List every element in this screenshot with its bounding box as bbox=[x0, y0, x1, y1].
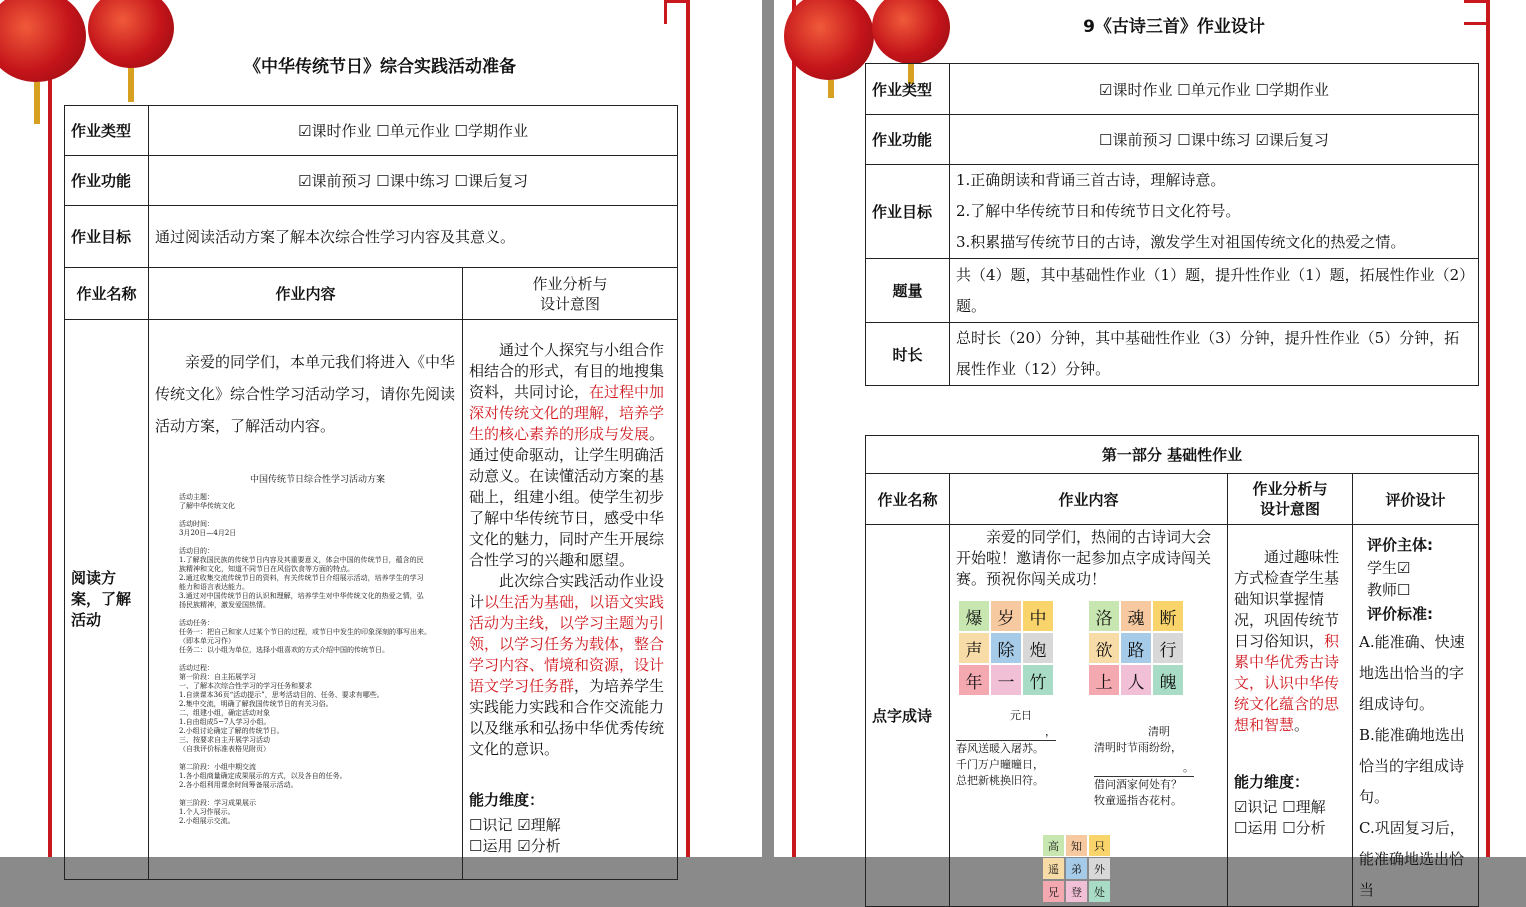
plan-line: 第三阶段：学习成果展示 bbox=[179, 799, 256, 807]
analysis-text: 通过趣味性方式检查学生基础知识掌握情况，巩固传统节日习俗知识， bbox=[1234, 548, 1340, 650]
homework-info-table bbox=[865, 63, 1479, 386]
char-cell[interactable]: 爆 bbox=[959, 601, 989, 631]
row-label-count: 题量 bbox=[866, 259, 950, 323]
poem-line: 春风送暖入屠苏。 bbox=[956, 742, 1044, 755]
header-evaluation: 评价设计 bbox=[1353, 474, 1479, 525]
task-intro-text: 亲爱的同学们，热闹的古诗词大会开始啦！邀请你一起参加点字成诗闯关赛。预祝你闯关成功！ bbox=[956, 528, 1212, 588]
part-title: 第一部分 基础性作业 bbox=[866, 436, 1479, 474]
plan-line: 2.各小组利用课余时间筹备展示活动。 bbox=[179, 781, 298, 789]
plan-line: 任务二：以小组为单位，选择小组喜欢的方式介绍中国的传统节日。 bbox=[179, 646, 389, 654]
header-analysis-line2: 设计意图 bbox=[1259, 500, 1320, 518]
char-grid-third bbox=[1042, 834, 1122, 903]
char-cell[interactable]: 处 bbox=[1089, 881, 1110, 902]
row-label-type: 作业类型 bbox=[866, 64, 950, 115]
plan-line: 活动时间： bbox=[179, 520, 214, 528]
char-cell[interactable]: 声 bbox=[959, 633, 989, 663]
char-cell[interactable]: 炮 bbox=[1023, 633, 1053, 663]
red-lantern-icon bbox=[784, 0, 874, 80]
analysis-highlight: 在过程中加深对传统文化的理解，培养学生的核心素养的形成与发展 bbox=[469, 383, 665, 443]
row-label-goal: 作业目标 bbox=[65, 206, 149, 268]
activity-plan-title: 中国传统节日综合性学习活动方案 bbox=[249, 475, 385, 485]
poem-blank-line: 。 bbox=[1094, 760, 1194, 777]
plan-line bbox=[179, 511, 456, 520]
plan-line: 族精神和文化，知道不同节日在风俗饮食等方面的特点。 bbox=[179, 565, 354, 573]
char-cell[interactable]: 只 bbox=[1089, 835, 1110, 856]
basic-homework-table bbox=[865, 435, 1479, 907]
activity-plan-text bbox=[179, 493, 456, 826]
plan-line: 三、按要求自主开展学习活动 bbox=[179, 736, 270, 744]
plan-line: 2.集中交流，明确了解我国传统节日的有关习俗。 bbox=[179, 700, 333, 708]
header-analysis-line1: 作业分析与 bbox=[532, 274, 608, 293]
poem-line: 借问酒家何处有？ bbox=[1094, 778, 1182, 791]
poem-title: 清明 bbox=[1148, 725, 1170, 738]
poem-yuanri bbox=[956, 708, 1086, 789]
plan-line: （即本单元习作） bbox=[179, 637, 235, 645]
eval-teacher: 教师☐ bbox=[1367, 581, 1411, 599]
char-cell[interactable]: 人 bbox=[1121, 665, 1151, 695]
right-frame-border bbox=[686, 0, 690, 857]
left-frame-border bbox=[48, 60, 52, 857]
plan-line: 活动任务： bbox=[179, 619, 214, 627]
task-content-cell bbox=[149, 320, 463, 880]
goal-item: 2.了解中华传统节日和传统节日文化符号。 bbox=[956, 202, 1241, 220]
eval-standard-a: A.能准确、快速地选出恰当的字组成诗句。 bbox=[1359, 633, 1465, 713]
right-frame-border bbox=[1486, 0, 1490, 857]
row-label-goal: 作业目标 bbox=[866, 165, 950, 259]
analysis-text: 此次综合实践活动作业设计 bbox=[469, 572, 665, 611]
poem-title: 元日 bbox=[1010, 709, 1032, 722]
plan-line: 2.通过收集交流传统节日的资料，有关传统节日介绍展示活动，培养学生的学习 bbox=[179, 574, 424, 582]
homework-design-table bbox=[64, 105, 678, 880]
char-cell[interactable]: 外 bbox=[1089, 858, 1110, 879]
row-label-duration: 时长 bbox=[866, 323, 950, 386]
frame-corner bbox=[1464, 22, 1486, 25]
task-name-cell: 点字成诗 bbox=[866, 525, 950, 907]
activity-plan-image bbox=[179, 472, 456, 826]
red-lantern-icon bbox=[872, 0, 950, 64]
poem-line: 总把新桃换旧符。 bbox=[956, 774, 1044, 787]
plan-line: 1.个人习作展示。 bbox=[179, 808, 235, 816]
char-grid-yuanri bbox=[958, 600, 1058, 696]
task-intro-text: 亲爱的同学们，本单元我们将进入《中华传统文化》综合性学习活动学习，请你先阅读活动方案，了解活动内容。 bbox=[155, 353, 456, 435]
plan-line bbox=[179, 655, 456, 664]
char-cell[interactable]: 高 bbox=[1043, 835, 1064, 856]
homework-function-value: ☑课前预习 ☐课中练习 ☐课后复习 bbox=[149, 156, 678, 206]
frame-corner bbox=[664, 0, 686, 3]
plan-line: 2.小组讨论确定了解的传统节日。 bbox=[179, 727, 284, 735]
header-analysis-line1: 作业分析与 bbox=[1252, 480, 1328, 498]
task-analysis-cell bbox=[463, 320, 678, 880]
char-cell[interactable]: 竹 bbox=[1023, 665, 1053, 695]
char-cell[interactable]: 上 bbox=[1089, 665, 1119, 695]
plan-line: 3月20日—4月2日 bbox=[179, 529, 237, 537]
char-cell[interactable]: 遥 bbox=[1043, 858, 1064, 879]
eval-standard-c: C.巩固复习后，能准确地选出恰当 bbox=[1359, 819, 1465, 899]
header-task-name: 作业名称 bbox=[866, 474, 950, 525]
plan-line: 活动过程： bbox=[179, 664, 214, 672]
left-document-page bbox=[0, 0, 762, 857]
plan-line bbox=[179, 790, 456, 799]
ability-title: 能力维度： bbox=[1234, 773, 1310, 791]
goal-item: 3.积累描写传统节日的古诗，激发学生对祖国传统文化的热爱之情。 bbox=[956, 233, 1406, 251]
task-name-cell: 阅读方案，了解活动 bbox=[65, 320, 149, 880]
char-cell[interactable]: 行 bbox=[1153, 633, 1183, 663]
char-cell[interactable]: 路 bbox=[1121, 633, 1151, 663]
left-frame-border bbox=[792, 0, 796, 857]
page-title: 《中华传统节日》综合实践活动准备 bbox=[244, 57, 516, 77]
header-task-name: 作业名称 bbox=[65, 268, 149, 320]
poem-puzzle-area bbox=[956, 590, 1221, 899]
task-content-cell bbox=[950, 525, 1228, 907]
ability-row-1: ☐识记 ☑理解 bbox=[469, 816, 561, 834]
plan-line: 1.自由组成5~7人学习小组。 bbox=[179, 718, 271, 726]
char-cell[interactable]: 洛 bbox=[1089, 601, 1119, 631]
char-cell[interactable]: 年 bbox=[959, 665, 989, 695]
plan-line: 1.自读课本36页“活动提示”，思考活动目的、任务、要求有哪些。 bbox=[179, 691, 384, 699]
char-cell[interactable]: 魄 bbox=[1153, 665, 1183, 695]
plan-line bbox=[179, 538, 456, 547]
plan-line bbox=[179, 754, 456, 763]
plan-line: （自我评价标准表格见附页） bbox=[179, 745, 270, 753]
plan-line: 活动目的： bbox=[179, 547, 214, 555]
char-cell[interactable]: 兄 bbox=[1043, 881, 1064, 902]
char-cell[interactable]: 除 bbox=[991, 633, 1021, 663]
homework-type-value: ☑课时作业 ☐单元作业 ☐学期作业 bbox=[950, 64, 1479, 115]
page-title: 9《古诗三首》作业设计 bbox=[1083, 17, 1265, 37]
row-label-function: 作业功能 bbox=[866, 115, 950, 165]
eval-student: 学生☑ bbox=[1367, 559, 1411, 577]
header-analysis bbox=[463, 268, 678, 320]
homework-goal-value: 通过阅读活动方案了解本次综合性学习内容及其意义。 bbox=[149, 206, 678, 268]
lantern-tassel-icon bbox=[128, 68, 134, 102]
frame-corner bbox=[664, 0, 667, 24]
header-task-content: 作业内容 bbox=[149, 268, 463, 320]
goal-item: 1.正确朗读和背诵三首古诗，理解诗意。 bbox=[956, 171, 1226, 189]
poem-line: 牧童遥指杏花村。 bbox=[1094, 794, 1182, 807]
analysis-paragraph bbox=[1234, 547, 1346, 736]
plan-line: 了解中华传统文化 bbox=[179, 502, 235, 510]
ability-row-1: ☑识记 ☐理解 bbox=[1234, 798, 1326, 816]
header-task-content: 作业内容 bbox=[950, 474, 1228, 525]
plan-line: 扬民族精神，激发爱国热情。 bbox=[179, 601, 270, 609]
char-cell[interactable]: 一 bbox=[991, 665, 1021, 695]
ability-row-2: ☐运用 ☐分析 bbox=[1234, 819, 1326, 837]
char-cell[interactable]: 断 bbox=[1153, 601, 1183, 631]
char-grid-qingming bbox=[1088, 600, 1188, 696]
eval-subject-title: 评价主体: bbox=[1367, 536, 1433, 554]
char-cell[interactable]: 岁 bbox=[991, 601, 1021, 631]
eval-standard-title: 评价标准: bbox=[1367, 605, 1433, 623]
char-cell[interactable]: 知 bbox=[1066, 835, 1087, 856]
homework-function-value: ☐课前预习 ☐课中练习 ☑课后复习 bbox=[950, 115, 1479, 165]
frame-corner bbox=[1464, 0, 1486, 3]
plan-line: 第一阶段：自主拓展学习 bbox=[179, 673, 256, 681]
homework-goal-value bbox=[950, 165, 1479, 259]
char-cell[interactable]: 魂 bbox=[1121, 601, 1151, 631]
evaluation-cell bbox=[1353, 525, 1479, 907]
homework-type-value: ☑课时作业 ☐单元作业 ☐学期作业 bbox=[149, 106, 678, 156]
char-cell[interactable]: 欲 bbox=[1089, 633, 1119, 663]
char-cell[interactable]: 登 bbox=[1066, 881, 1087, 902]
poem-line: 千门万户曈曈日， bbox=[956, 758, 1044, 771]
row-label-function: 作业功能 bbox=[65, 156, 149, 206]
plan-line bbox=[179, 610, 456, 619]
analysis-highlight: 积累中华优秀古诗文，认识中华传统文化蕴含的思想和智慧 bbox=[1234, 632, 1340, 734]
plan-line: 活动主题： bbox=[179, 493, 214, 501]
analysis-highlight: 以生活为基础，以语文实践活动为主线，以学习主题为引领，以学习任务为载体，整合学习内容、情境和资源，设计语文学习任务群 bbox=[469, 593, 665, 695]
poem-line: 清明时节雨纷纷， bbox=[1094, 741, 1182, 754]
right-document-page bbox=[774, 0, 1526, 899]
plan-line: 3.通过对中国传统节日的认识和理解，培养学生对中华传统文化的热爱之情，弘 bbox=[179, 592, 424, 600]
red-lantern-icon bbox=[0, 0, 86, 82]
char-cell[interactable]: 中 bbox=[1023, 601, 1053, 631]
ability-row-2: ☐运用 ☑分析 bbox=[469, 837, 561, 855]
plan-line: 2.小组展示交流。 bbox=[179, 817, 235, 825]
plan-line: 任务一：把自己和家人过某个节日的过程，或节日中发生的印象深刻的事写出来。 bbox=[179, 628, 431, 636]
plan-line: 二、组建小组，确定活动对象 bbox=[179, 709, 270, 717]
char-cell[interactable]: 弟 bbox=[1066, 858, 1087, 879]
plan-line: 一、了解本次综合性学习的学习任务和要求 bbox=[179, 682, 312, 690]
eval-standard-b: B.能准确地选出恰当的字组成诗句。 bbox=[1359, 726, 1465, 806]
plan-line: 1.了解我国民族的传统节日内容及其重要意义，体会中国的传统节日，蕴含的民 bbox=[179, 556, 424, 564]
header-analysis bbox=[1228, 474, 1353, 525]
plan-line: 第二阶段：小组中期交流 bbox=[179, 763, 256, 771]
row-label-type: 作业类型 bbox=[65, 106, 149, 156]
task-analysis-cell bbox=[1228, 525, 1353, 907]
ability-title: 能力维度： bbox=[469, 791, 545, 809]
header-analysis-line2: 设计意图 bbox=[540, 294, 601, 313]
analysis-text: 通过个人探究与小组合作相结合的形式，有目的地搜集资料，共同讨论， bbox=[469, 341, 665, 401]
analysis-text: ，为培养学生实践能力实践和合作交流能力以及继承和弘扬中华优秀传统文化的意识。 bbox=[469, 677, 665, 758]
analysis-text: 。 bbox=[1294, 716, 1310, 734]
analysis-paragraph-2 bbox=[469, 571, 671, 760]
analysis-paragraph-1 bbox=[469, 340, 671, 571]
plan-line: 1.各小组商量确定成果展示的方式，以及各自的任务。 bbox=[179, 772, 347, 780]
lantern-tassel-icon bbox=[828, 80, 834, 98]
duration-value: 总时长（20）分钟，其中基础性作业（3）分钟，提升性作业（5）分钟，拓展性作业（12）分钟。 bbox=[950, 323, 1479, 386]
analysis-text: 。通过使命驱动，让学生明确活动意义。在读懂活动方案的基础上，组建小组。使学生初步了解中华传统节日，感受中华文化的魅力，同时产生开展综合性学习的兴趣和愿望。 bbox=[469, 425, 665, 569]
poem-qingming bbox=[1094, 724, 1224, 809]
plan-line: 能力和语言表达能力。 bbox=[179, 583, 249, 591]
lantern-tassel-icon bbox=[34, 82, 40, 124]
question-count-value: 共（4）题，其中基础性作业（1）题，提升性作业（1）题，拓展性作业（2）题。 bbox=[950, 259, 1479, 323]
poem-blank-line: ， bbox=[956, 724, 1056, 741]
